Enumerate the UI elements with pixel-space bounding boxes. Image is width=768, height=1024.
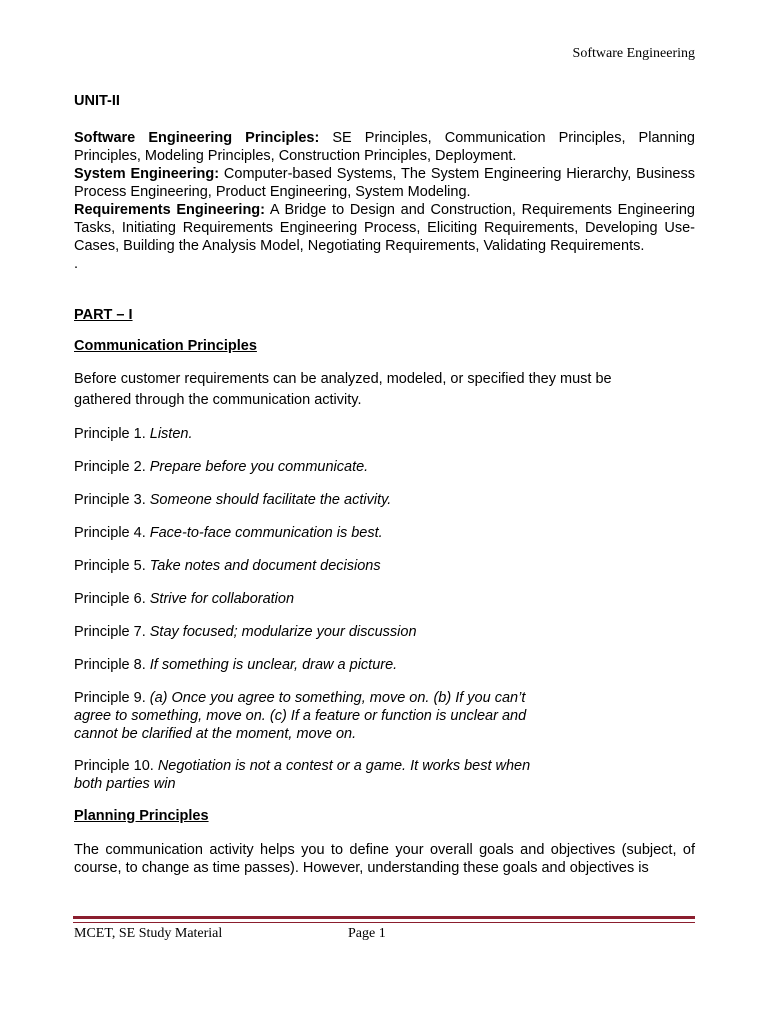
unit-title: UNIT-II — [74, 93, 120, 109]
principle-text: Stay focused; modularize your discussion — [149, 624, 417, 640]
principle-prefix: Principle 5. — [74, 558, 150, 574]
principle-item — [74, 458, 695, 476]
syllabus-item-text: SE Principles, Communication Principles, Planning Principles, Modeling Principles, Construction Principles, Deployment. — [74, 130, 695, 164]
principle-text: Listen. — [149, 426, 193, 442]
syllabus-item-label: Requirements Engineering: — [74, 202, 265, 218]
principle-text: Take notes and document decisions — [149, 558, 381, 574]
principle-prefix: Principle 4. — [74, 525, 150, 541]
principle-prefix: Principle 3. — [74, 492, 150, 508]
footer-source: MCET, SE Study Material — [74, 926, 223, 941]
principle-text: Negotiation is not a contest or a game. It works best when both parties win — [74, 758, 531, 792]
principle-item — [74, 524, 695, 542]
principle-item — [74, 590, 695, 608]
principle-item — [74, 557, 695, 575]
syllabus-item — [74, 165, 695, 201]
principle-item — [74, 656, 695, 674]
principle-text: If something is unclear, draw a picture. — [149, 657, 398, 673]
communication-heading: Communication Principles — [74, 338, 257, 354]
syllabus-item-text: Computer-based Systems, The System Engineering Hierarchy, Business Process Engineering, Product Engineering, System Modeling. — [74, 166, 695, 200]
principle-prefix: Principle 9. — [74, 690, 150, 706]
footer-rule-thick — [73, 916, 695, 919]
part-heading: PART – I — [74, 307, 133, 323]
principle-prefix: Principle 2. — [74, 459, 150, 475]
running-header: Software Engineering — [572, 46, 695, 61]
stray-dot: . — [74, 256, 79, 272]
principle-prefix: Principle 8. — [74, 657, 150, 673]
principle-item — [74, 425, 695, 443]
principle-prefix: Principle 10. — [74, 758, 158, 774]
syllabus-item — [74, 201, 695, 255]
principle-text: Strive for collaboration — [149, 591, 295, 607]
syllabus-item-text: A Bridge to Design and Construction, Requirements Engineering Tasks, Initiating Requirements Engineering Process, Eliciting Requirements, Developing Use-Cases, Building the Analysis Model, Negotiating Requirements, Validating Requirements. — [74, 202, 695, 254]
footer-rule-thin — [73, 922, 695, 923]
principle-prefix: Principle 1. — [74, 426, 150, 442]
principle-item — [74, 689, 554, 743]
page-content — [74, 92, 695, 877]
page-number: Page 1 — [348, 926, 386, 941]
principle-text: Face-to-face communication is best. — [149, 525, 383, 541]
planning-text: The communication activity helps you to define your overall goals and objectives (subject, of course, to change as time passes). However, understanding these goals and objectives is — [74, 842, 695, 876]
syllabus — [74, 129, 695, 255]
principle-prefix: Principle 6. — [74, 591, 150, 607]
principle-text: Someone should facilitate the activity. — [149, 492, 392, 508]
syllabus-item-label: Software Engineering Principles: — [74, 130, 320, 146]
principle-item — [74, 491, 695, 509]
principle-item — [74, 623, 695, 641]
syllabus-item — [74, 129, 695, 165]
communication-intro: Before customer requirements can be analyzed, modeled, or specified they must be gathered through the communication activity. — [74, 371, 612, 408]
syllabus-item-label: System Engineering: — [74, 166, 220, 182]
principle-prefix: Principle 7. — [74, 624, 150, 640]
principle-item — [74, 757, 554, 793]
planning-heading: Planning Principles — [74, 808, 209, 824]
principle-text: (a) Once you agree to something, move on. (b) If you can’t agree to something, move on. (c) If a feature or function is unclear and cannot be clarified at the moment, move on. — [74, 690, 527, 742]
principle-text: Prepare before you communicate. — [149, 459, 369, 475]
